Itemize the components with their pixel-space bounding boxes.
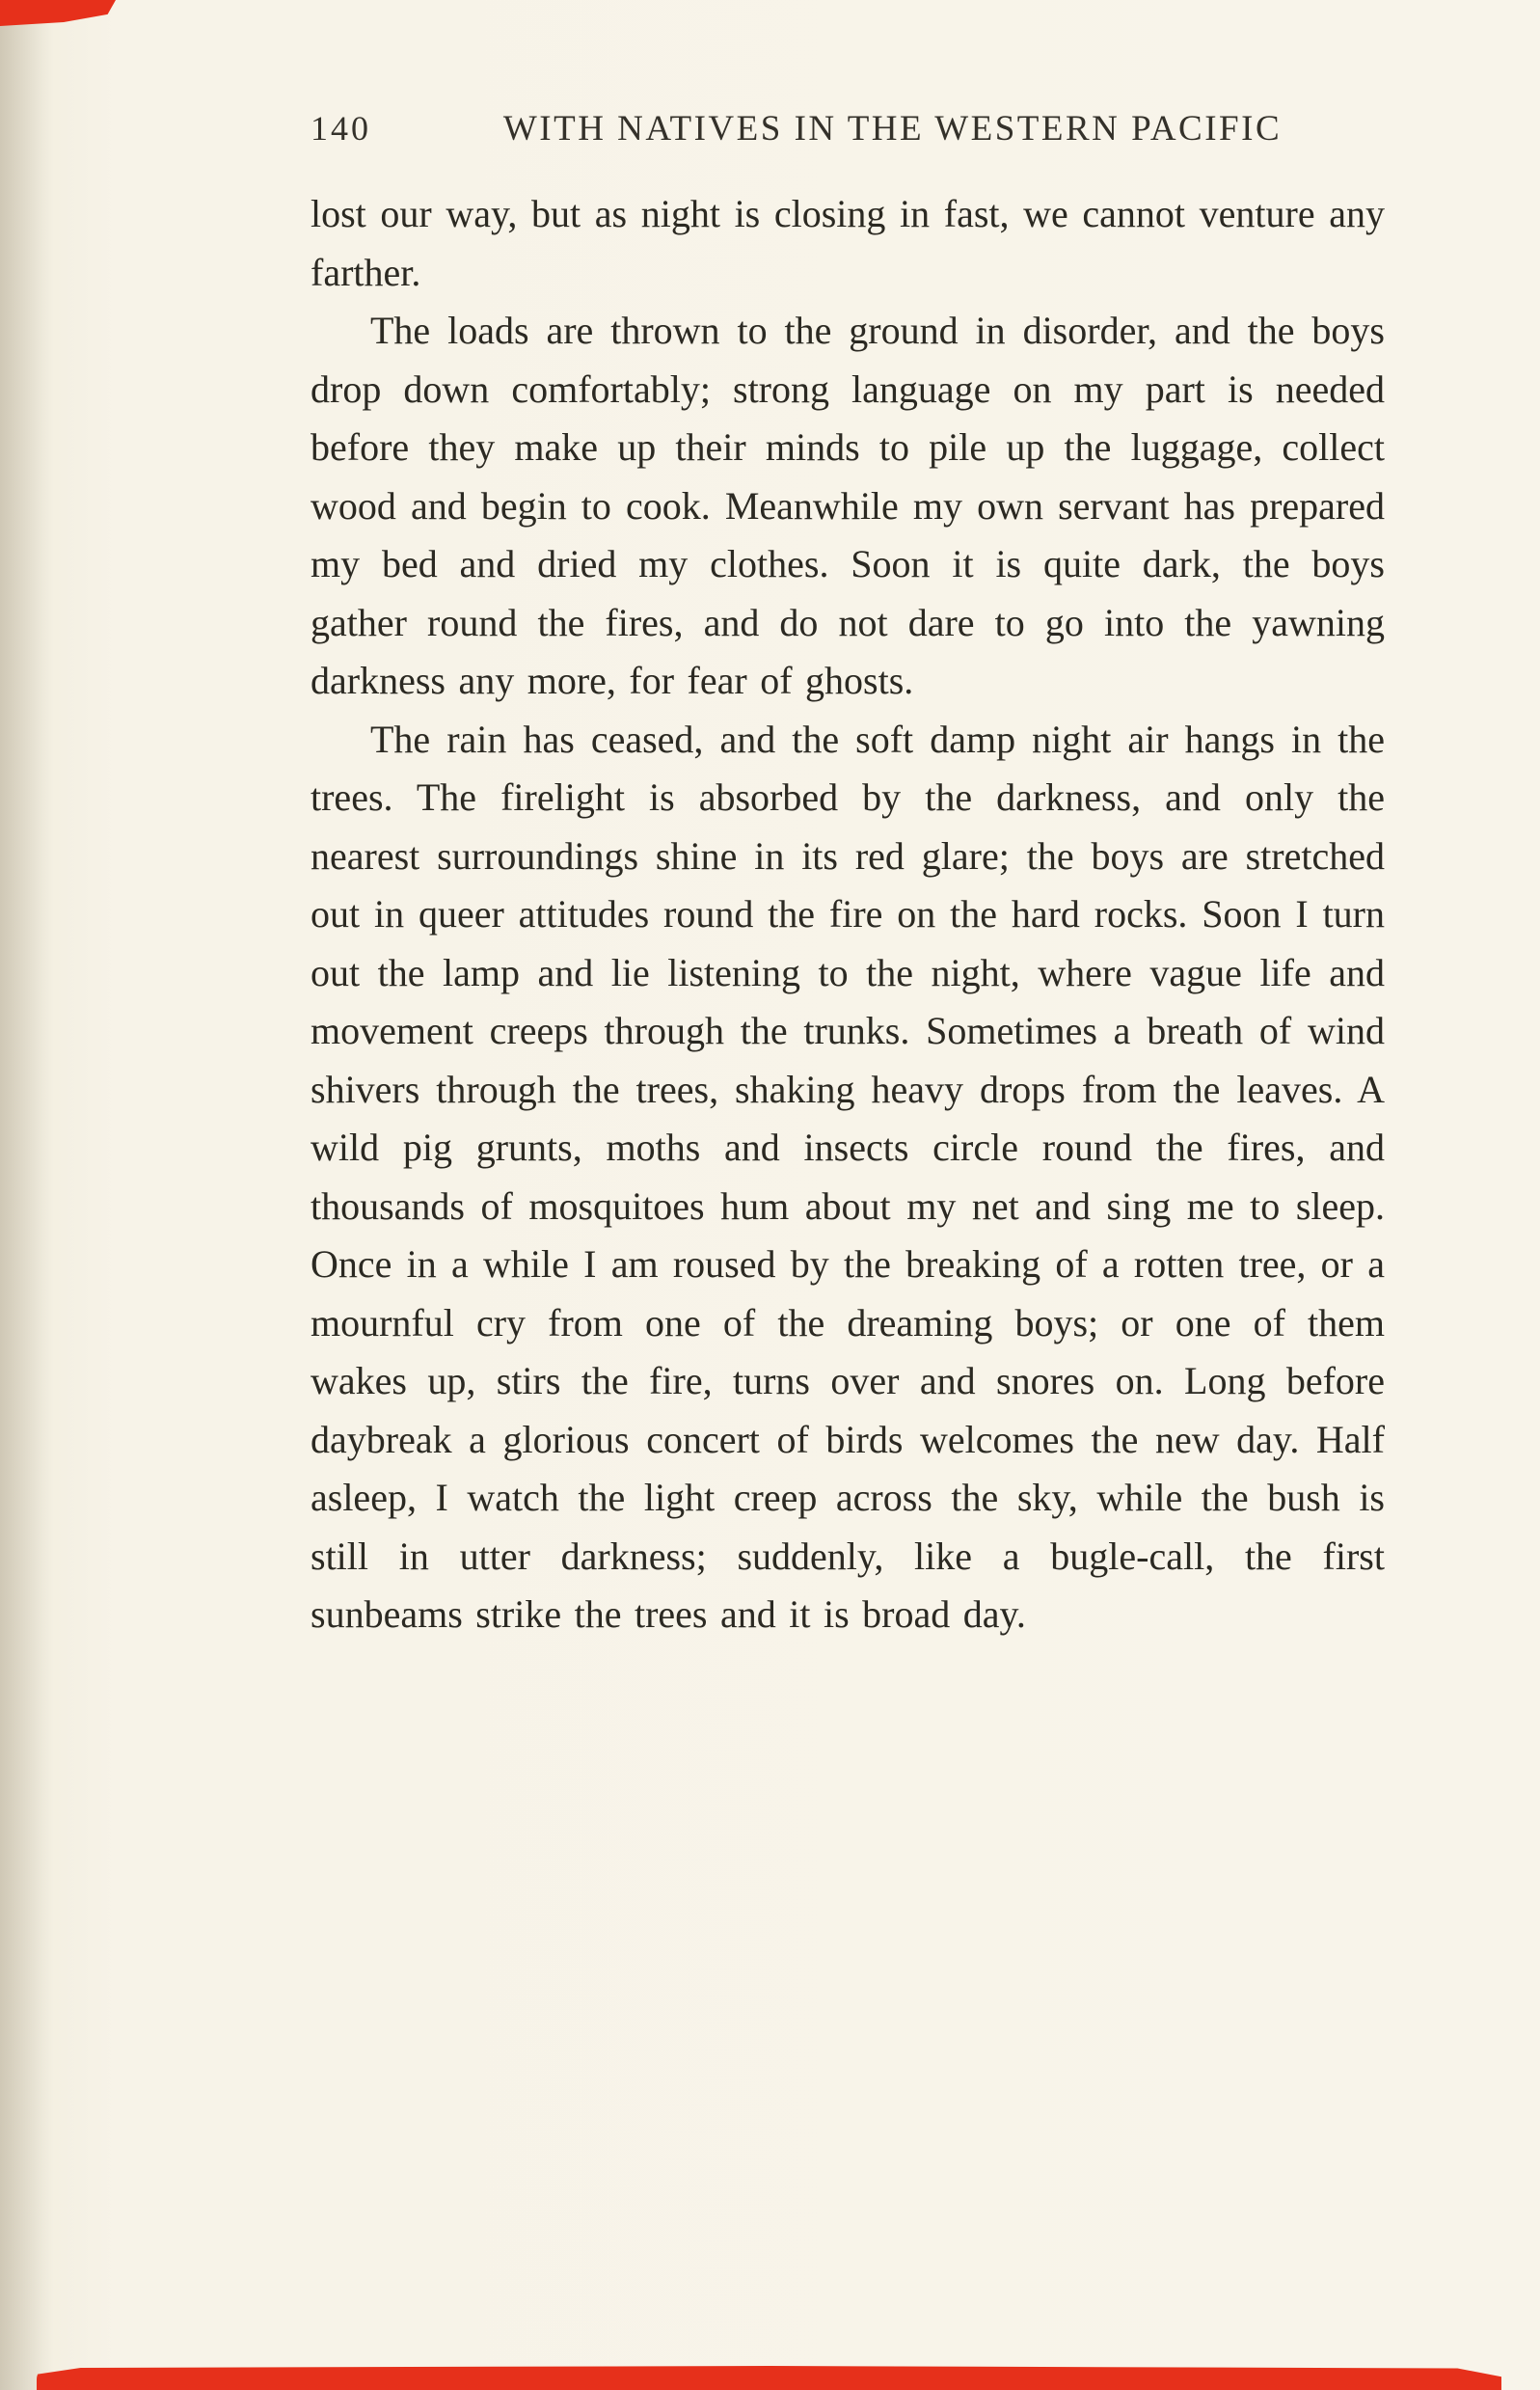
page-number: 140 [311, 109, 371, 148]
running-title: WITH NATIVES IN THE WESTERN PACIFIC [502, 109, 1283, 149]
scan-artifact-top-left [0, 0, 116, 26]
scan-artifact-bottom [37, 2366, 1501, 2390]
running-header [311, 108, 1385, 149]
paragraph: The loads are thrown to the ground in disorder, and the boys drop down comfortably; strong language on my part is needed before they make up their minds to pile up the luggage, collect wood and begin to cook. Meanwhile my own servant has prepared my bed and dried my clothes. Soon it is quite dark, the boys gather round the fires, and do not dare to go into the yawning darkness any more, for fear of ghosts. [311, 309, 1385, 702]
page-gutter-shadow [0, 0, 53, 2390]
paragraph: lost our way, but as night is closing in fast, we cannot venture any farther. [311, 192, 1385, 294]
paragraph: The rain has ceased, and the soft damp night air hangs in the trees. The firelight is absorbed by the darkness, and only the nearest surroundings shine in its red glare; the boys are stretched out in queer attitudes round the fire on the hard rocks. Soon I turn out the lamp and lie listening to the night, where vague life and movement creeps through the trunks. Sometimes a breath of wind shivers through the trees, shaking heavy drops from the leaves. A wild pig grunts, moths and insects circle round the fires, and thousands of mosquitoes hum about my net and sing me to sleep. Once in a while I am roused by the breaking of a rotten tree, or a mournful cry from one of the dreaming boys; or one of them wakes up, stirs the fire, turns over and snores on. Long before daybreak a glorious concert of birds welcomes the new day. Half asleep, I watch the light creep across the sky, while the bush is still in utter darkness; suddenly, like a bugle-call, the first sunbeams strike the trees and it is broad day. [311, 717, 1385, 1636]
page-body [311, 185, 1385, 1644]
